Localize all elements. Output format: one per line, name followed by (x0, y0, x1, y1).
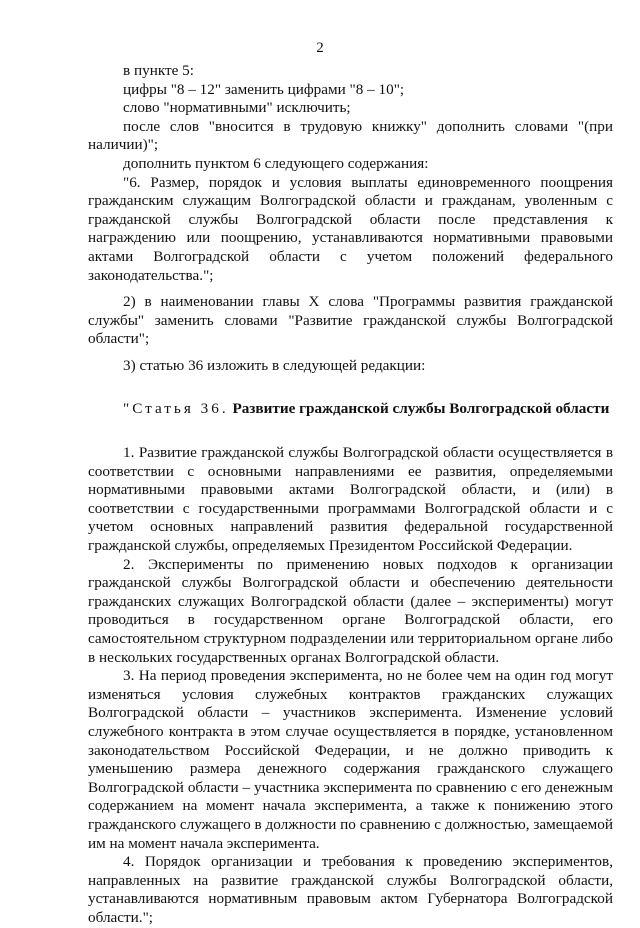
article-prefix: "Статья 36. (123, 399, 229, 417)
article-heading (88, 400, 613, 419)
paragraph: 3. На период проведения эксперимента, но не более чем на один год могут изменяться условия служебных контрактов гражданских служащих Волгоградской области – участников эксперимента. Изменение условий служебного контракта в этом случае осуществляется в порядке, установленном законодательством Российской Федерации, и не должно приводить к уменьшению размера денежного содержания гражданского служащего Волгоградской области – участника эксперимента по сравнению с его денежным содержанием на момент начала эксперимента, а также к понижению этого гражданского служащего в должности по сравнению с должностью, замещаемой им на момент начала эксперимента. (88, 667, 613, 852)
paragraph: цифры "8 – 12" заменить цифрами "8 – 10"; (123, 80, 405, 98)
paragraph: 2. Эксперименты по применению новых подходов к организации гражданской службы Волгоградской области и обеспечению деятельности гражданских служащих Волгоградской области (далее – эксперименты) могут проводиться в государственном органе Волгоградской области, его самостоятельном структурном подразделении или территориальном органе либо в нескольких государственных органах Волгоградской области. (88, 555, 613, 666)
paragraph: слово "нормативными" исключить; (123, 99, 351, 117)
paragraph: 3) статью 36 изложить в следующей редакции: (123, 356, 426, 374)
article-title: Развитие гражданской службы Волгоградской области (232, 399, 610, 417)
paragraph: после слов "вносится в трудовую книжку" дополнить словами "(при наличии)"; (88, 117, 613, 154)
document-body (88, 62, 613, 928)
paragraph: в пункте 5: (123, 62, 194, 79)
paragraph: 4. Порядок организации и требования к проведению экспериментов, направленных на развитие гражданской службы Волгоградской области, устанавливаются нормативным правовым актом Губернатора Волгоградской области."; (88, 853, 613, 926)
paragraph: 1. Развитие гражданской службы Волгоградской области осуществляется в соответствии с основными направлениями ее развития, определяемыми нормативными правовыми актами Волгоградской области, и (или) в соответствии с государственными программами Волгоградской области и с учетом основных направлений развития федеральной государственной гражданской службы, определяемых Президентом Российской Федерации. (88, 444, 613, 555)
page-number: 2 (316, 40, 324, 56)
paragraph: дополнить пунктом 6 следующего содержания: (123, 154, 429, 172)
paragraph: "6. Размер, порядок и условия выплаты единовременного поощрения гражданским служащим Волгоградской области и гражданам, уволенным с гражданской службы Волгоградской области после представления к награждению или поощрению, устанавливаются нормативными правовыми актами Волгоградской области с учетом положений федерального законодательства."; (88, 173, 613, 284)
paragraph: 2) в наименовании главы X слова "Программы развития гражданской службы" заменить словами "Развитие гражданской службы Волгоградской области"; (88, 293, 613, 348)
